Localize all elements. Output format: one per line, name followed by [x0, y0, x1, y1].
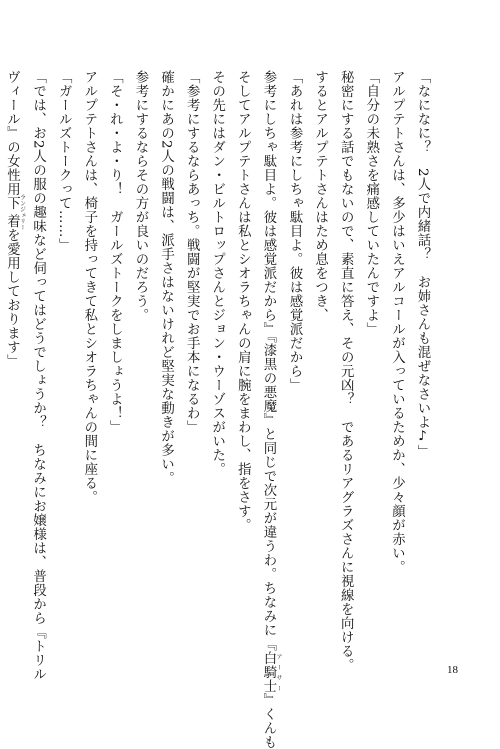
text-line-with-ruby — [255, 70, 282, 749]
text-line: その先にはダン・ビルトロップさんとジョン・ウーゾスがいた。 — [209, 70, 225, 476]
page-number: 18 — [447, 664, 458, 676]
text-line: 秘密にする話でもないので、素直に答え、その元凶？ であるリアグラズさんに視線を向ける。 — [338, 70, 354, 672]
text-segment: 』くんも — [260, 693, 276, 749]
text-line: 「なになに？ 2人で内緒話？ お姉さんも混ぜなさいよ♪」 — [415, 70, 430, 459]
text-line: 「ガールズトークって……」 — [56, 70, 72, 252]
text-line: 「では、お2人の服の趣味など伺ってはどうでしょうか？ ちなみにお嬢様は、普段から『トリル — [30, 70, 46, 682]
ruby-reading: ランジェリー — [18, 194, 26, 230]
text-segment: ヴィール』の女性用 — [4, 70, 20, 196]
text-line: 確かにあの2人の戦闘は、派手さはないけれど堅実な動きが多い。 — [158, 70, 174, 486]
text-line: アルプテトさんは、多少はいえアルコールが入っているためか、少々顔が赤い。 — [389, 70, 405, 574]
text-line: 「自分の未熟さを痛感していたんですよ」 — [363, 70, 379, 336]
text-line: 「参考にするならあっち。戦闘が堅実でお手本になるわ」 — [184, 70, 200, 434]
ruby-annotation — [4, 194, 26, 230]
text-line: そしてアルプテトさんは私とシオラちゃんの肩に腕をまわし、指をさす。 — [235, 70, 251, 532]
text-line: 参考にするならその方が良いのだろう。 — [132, 70, 148, 322]
text-line: アルプテトさんは、椅子を持ってきて私とシオラちゃんの間に座る。 — [81, 70, 97, 504]
text-line: 「そ・れ・よ・り！ ガールズトークをしましょうよ！」 — [107, 70, 123, 434]
text-line-with-ruby — [0, 70, 25, 635]
ruby-reading: アーサー — [274, 651, 282, 694]
vertical-text-body — [4, 70, 435, 749]
ruby-base: 下着 — [4, 194, 20, 230]
ruby-base: 白騎士 — [260, 651, 276, 694]
text-segment: を愛用しております」 — [4, 228, 20, 368]
text-line: するとアルプテトさんはため息をつき、 — [312, 70, 328, 322]
text-segment: 参考にしちゃ駄目よ。彼は感覚派だから』『漆黒の悪魔』と同じで次元が違うわ。ちなみに『 — [260, 70, 276, 652]
text-line: 「あれは参考にしちゃ駄目よ。彼は感覚派だから」 — [287, 70, 303, 392]
ruby-annotation — [260, 651, 282, 694]
